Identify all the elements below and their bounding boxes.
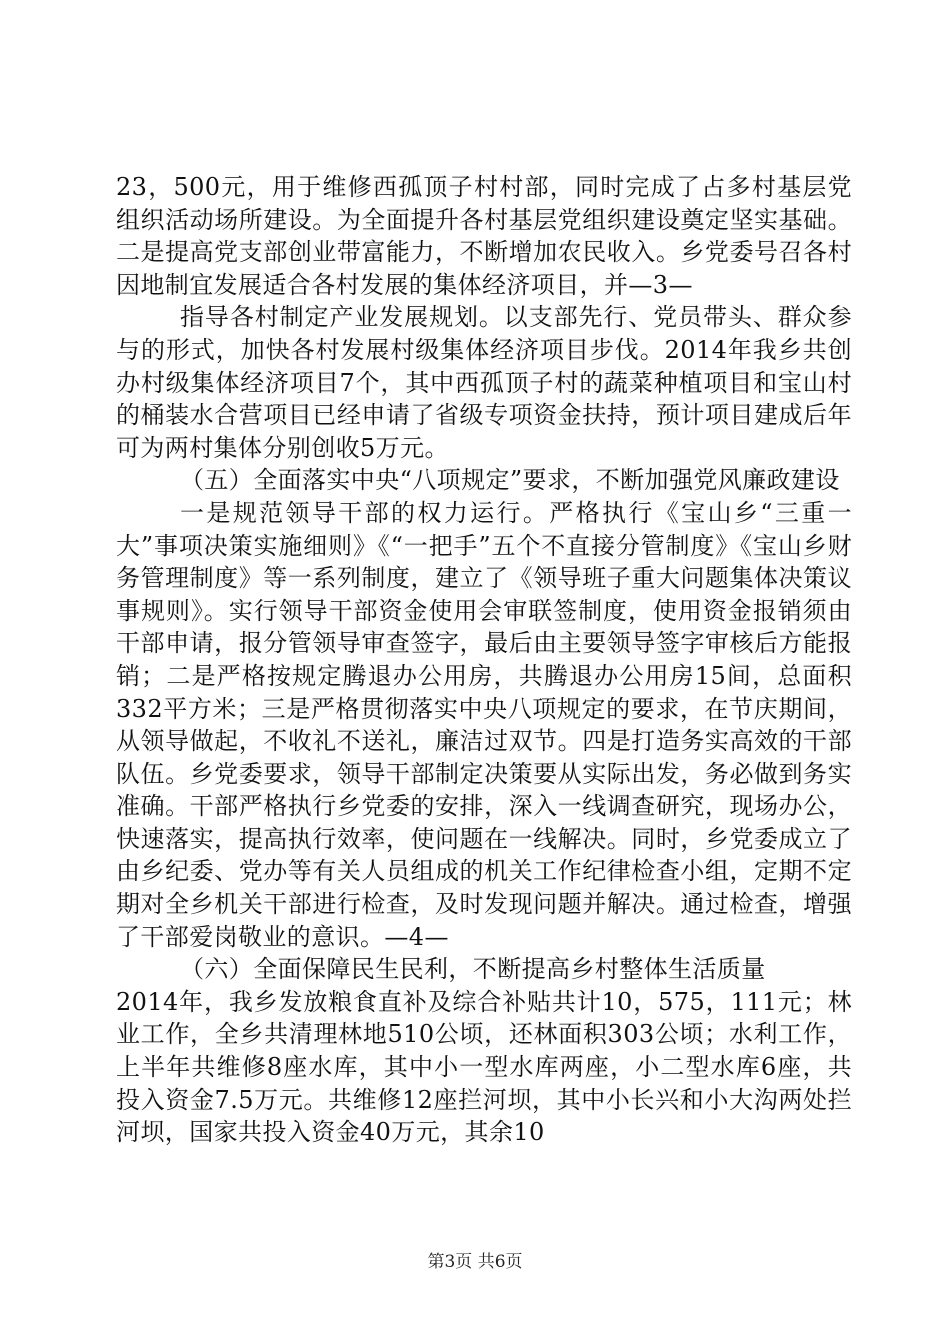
page-number-footer: 第3页 共6页 [427,1252,523,1272]
document-body [116,171,852,1149]
paragraph: 23，500元，用于维修西孤顶子村村部，同时完成了占多村基层党组织活动场所建设。为全面提升各村基层党组织建设奠定坚实基础。二是提高党支部创业带富能力，不断增加农民收入。乡党委号召各村因地制宜发展适合各村发展的集体经济项目，并—3— [116,173,852,299]
section-heading: （五）全面落实中央“八项规定”要求，不断加强党风廉政建设 [180,466,840,495]
paragraph: 指导各村制定产业发展规划。以支部先行、党员带头、群众参与的形式，加快各村发展村级集体经济项目步伐。2014年我乡共创办村级集体经济项目7个，其中西孤顶子村的蔬菜种植项目和宝山村的桶装水合营项目已经申请了省级专项资金扶持，预计项目建成后年可为两村集体分别创收5万元。 [116,303,852,462]
section-heading: （六）全面保障民生民利，不断提高乡村整体生活质量 [180,955,766,984]
paragraph: 一是规范领导干部的权力运行。严格执行《宝山乡“三重一大”事项决策实施细则》《“一把手”五个不直接分管制度》《宝山乡财务管理制度》等一系列制度，建立了《领导班子重大问题集体决策议事规则》。实行领导干部资金使用会审联签制度，使用资金报销须由干部申请，报分管领导审查签字，最后由主要领导签字审核后方能报销；二是严格按规定腾退办公用房，共腾退办公用房15间，总面积332平方米；三是严格贯彻落实中央八项规定的要求，在节庆期间，从领导做起，不收礼不送礼，廉洁过双节。四是打造务实高效的干部队伍。乡党委要求，领导干部制定决策要从实际出发，务必做到务实准确。干部严格执行乡党委的安排，深入一线调查研究，现场办公，快速落实，提高执行效率，使问题在一线解决。同时，乡党委成立了由乡纪委、党办等有关人员组成的机关工作纪律检查小组，定期不定期对全乡机关干部进行检查，及时发现问题并解决。通过检查，增强了干部爱岗敬业的意识。—4— [116,498,852,951]
paragraph: 2014年，我乡发放粮食直补及综合补贴共计10，575，111元；林业工作，全乡共清理林地510公顷，还林面积303公顷；水利工作，上半年共维修8座水库，其中小一型水库两座，小二型水库6座，共投入资金7.5万元。共维修12座拦河坝，其中小长兴和小大沟两处拦河坝，国家共投入资金40万元，其余10 [116,987,852,1147]
